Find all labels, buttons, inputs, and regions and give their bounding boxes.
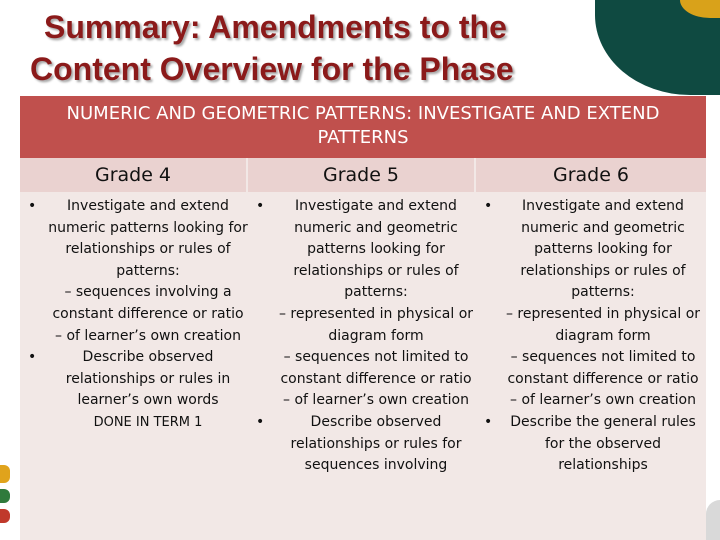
grade-5-bullet-1 xyxy=(254,196,476,412)
grade-5-sub-1: – represented in physical or diagram form xyxy=(278,305,474,344)
grade-5-column xyxy=(254,196,476,477)
slide-title xyxy=(30,6,640,90)
grade-4-column xyxy=(26,196,248,434)
right-edge-decoration xyxy=(706,500,720,540)
grade-5-header: Grade 5 xyxy=(248,158,474,192)
grade-5-sub-3: – of learner’s own creation xyxy=(283,392,469,409)
grade-4-bullet-1-text: Investigate and extend numeric patterns looking for relationships or rules of patterns: xyxy=(48,198,248,279)
header-line-1: NUMERIC AND GEOMETRIC PATTERNS: INVESTIGATE AND EXTEND xyxy=(66,103,660,124)
title-line-2: Content Overview for the Phase xyxy=(30,51,514,87)
grade-5-bullet-2 xyxy=(254,412,476,477)
grade-4-bullet-2-text: Describe observed relationships or rules in learner’s own words xyxy=(65,349,231,409)
grade-5-sub-2: – sequences not limited to constant difference or ratio xyxy=(280,349,472,387)
grade-6-sub-2: – sequences not limited to constant difference or ratio xyxy=(507,349,699,387)
grade-5-bullet-1-text: Investigate and extend numeric and geometric patterns looking for relationships or rules of patterns: xyxy=(293,198,459,301)
grade-6-bullet-1-text: Investigate and extend numeric and geometric patterns looking for relationships or rules of patterns: xyxy=(520,198,686,301)
grade-6-bullet-1 xyxy=(482,196,702,412)
content-table xyxy=(20,96,706,540)
grade-6-column xyxy=(482,196,702,477)
grade-4-bullet-2 xyxy=(26,347,248,433)
grade-4-sub-2: – of learner’s own creation xyxy=(55,327,241,344)
title-line-1: Summary: Amendments to the xyxy=(44,9,507,45)
grade-header-row xyxy=(20,158,706,192)
left-edge-decoration xyxy=(0,455,12,540)
grade-4-sub-1: – sequences involving a constant difference or ratio xyxy=(52,284,244,322)
grade-4-bullet-1 xyxy=(26,196,248,347)
grade-6-header: Grade 6 xyxy=(476,158,706,192)
grade-5-bullet-2-text: Describe observed relationships or rules for sequences involving xyxy=(290,413,462,474)
grade-6-bullet-2-text: Describe the general rules for the observed relationships xyxy=(510,413,696,474)
header-line-2: PATTERNS xyxy=(317,127,409,148)
grade-6-sub-1: – represented in physical or diagram form xyxy=(505,305,701,344)
grade-6-sub-3: – of learner’s own creation xyxy=(510,392,696,409)
grade-6-bullet-2 xyxy=(482,412,702,477)
table-header xyxy=(20,96,706,158)
grade-4-note: DONE IN TERM 1 xyxy=(93,414,203,430)
grade-4-header: Grade 4 xyxy=(20,158,246,192)
